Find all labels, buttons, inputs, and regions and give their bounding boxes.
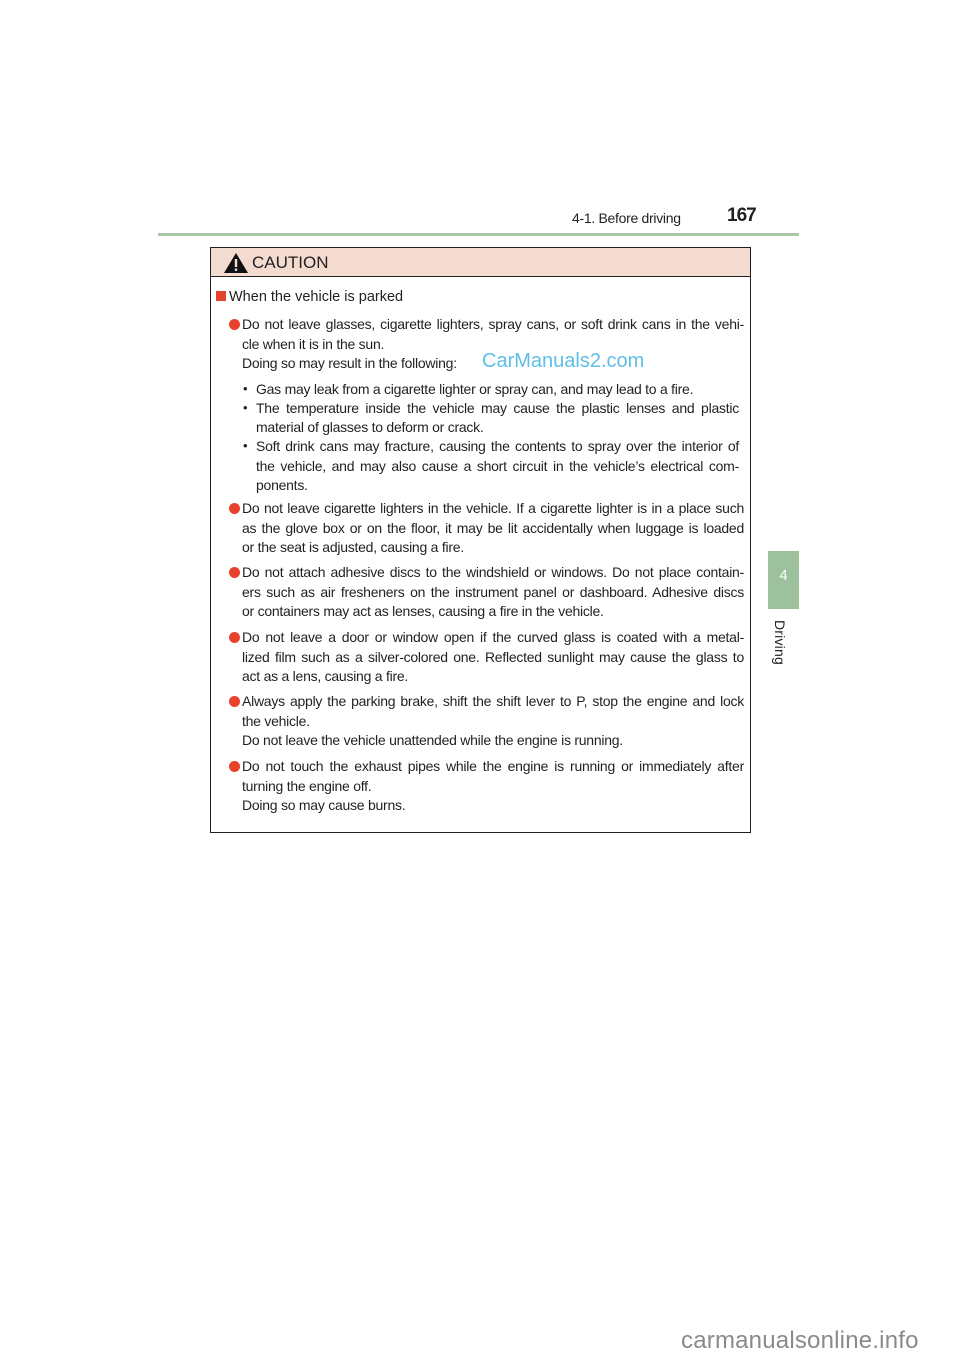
red-bullet-icon bbox=[229, 761, 240, 772]
caution-item-line: Doing so may result in the following: bbox=[242, 355, 457, 371]
section-title bbox=[216, 289, 403, 305]
caution-item-line: Do not leave the vehicle unattended while the engine is running. bbox=[242, 732, 623, 748]
caution-item-line: Do not attach adhesive discs to the windshield or windows. Do not place contain- bbox=[242, 564, 744, 580]
header-divider bbox=[158, 233, 799, 236]
red-bullet-icon bbox=[229, 567, 240, 578]
chapter-label bbox=[768, 618, 799, 678]
sub-bullet-icon: • bbox=[243, 438, 248, 453]
sub-item-line: material of glasses to deform or crack. bbox=[256, 419, 484, 435]
chapter-label-text: Driving bbox=[772, 620, 788, 665]
caution-item-line: Do not leave cigarette lighters in the vehicle. If a cigarette lighter is in a place such bbox=[242, 500, 744, 516]
section-title-text: When the vehicle is parked bbox=[229, 289, 404, 305]
section-header: 4-1. Before driving bbox=[572, 210, 681, 226]
sub-item-line: ponents. bbox=[256, 477, 308, 493]
caution-item-line: the vehicle. bbox=[242, 712, 310, 729]
caution-item-line: turning the engine off. bbox=[242, 777, 372, 794]
sub-item-line: Soft drink cans may fracture, causing the contents to spray over the interior of bbox=[256, 438, 739, 454]
sub-item-line: The temperature inside the vehicle may cause the plastic lenses and plastic bbox=[256, 400, 739, 416]
caution-item-line: cle when it is in the sun. bbox=[242, 335, 385, 352]
chapter-tab: 4 bbox=[768, 551, 799, 609]
sub-bullet-icon: • bbox=[243, 381, 248, 396]
caution-item-line: or the seat is adjusted, causing a fire. bbox=[242, 539, 464, 555]
red-bullet-icon bbox=[229, 696, 240, 707]
caution-item-line: Do not leave glasses, cigarette lighters, spray cans, or soft drink cans in the vehi- bbox=[242, 316, 744, 332]
red-square-icon bbox=[216, 291, 226, 301]
caution-item-line: Do not leave a door or window open if the curved glass is coated with a metal- bbox=[242, 629, 744, 645]
red-bullet-icon bbox=[229, 503, 240, 514]
caution-item-line: lized film such as a silver-colored one. Reflected sunlight may cause the glass to bbox=[242, 648, 744, 665]
sub-item-line: the vehicle, and may also cause a short circuit in the vehicle’s electrical com- bbox=[256, 458, 739, 474]
caution-item-line: act as a lens, causing a fire. bbox=[242, 668, 409, 684]
caution-item-line: or containers may act as lenses, causing a fire in the vehicle. bbox=[242, 603, 604, 619]
caution-item-line: ers such as air fresheners on the instrument panel or dashboard. Adhesive discs bbox=[242, 583, 744, 600]
watermark: CarManuals2.com bbox=[482, 350, 645, 372]
caution-item-line: Doing so may cause burns. bbox=[242, 797, 406, 813]
warning-triangle-icon bbox=[224, 253, 248, 273]
caution-item-line: as the glove box or on the floor, it may be lit accidentally when luggage is loaded bbox=[242, 519, 744, 536]
caution-title: CAUTION bbox=[252, 253, 329, 272]
caution-item-line: Always apply the parking brake, shift the shift lever to P, stop the engine and lock bbox=[242, 693, 744, 709]
sub-item-line: Gas may leak from a cigarette lighter or spray can, and may lead to a fire. bbox=[256, 381, 694, 397]
caution-item-line: Do not touch the exhaust pipes while the engine is running or immediately after bbox=[242, 758, 744, 774]
page-number: 167 bbox=[727, 205, 756, 226]
caution-header bbox=[211, 248, 750, 277]
sub-bullet-icon: • bbox=[243, 400, 248, 415]
red-bullet-icon bbox=[229, 319, 240, 330]
caution-box bbox=[210, 247, 751, 833]
red-bullet-icon bbox=[229, 632, 240, 643]
footer-watermark: carmanualsonline.info bbox=[681, 1327, 919, 1354]
